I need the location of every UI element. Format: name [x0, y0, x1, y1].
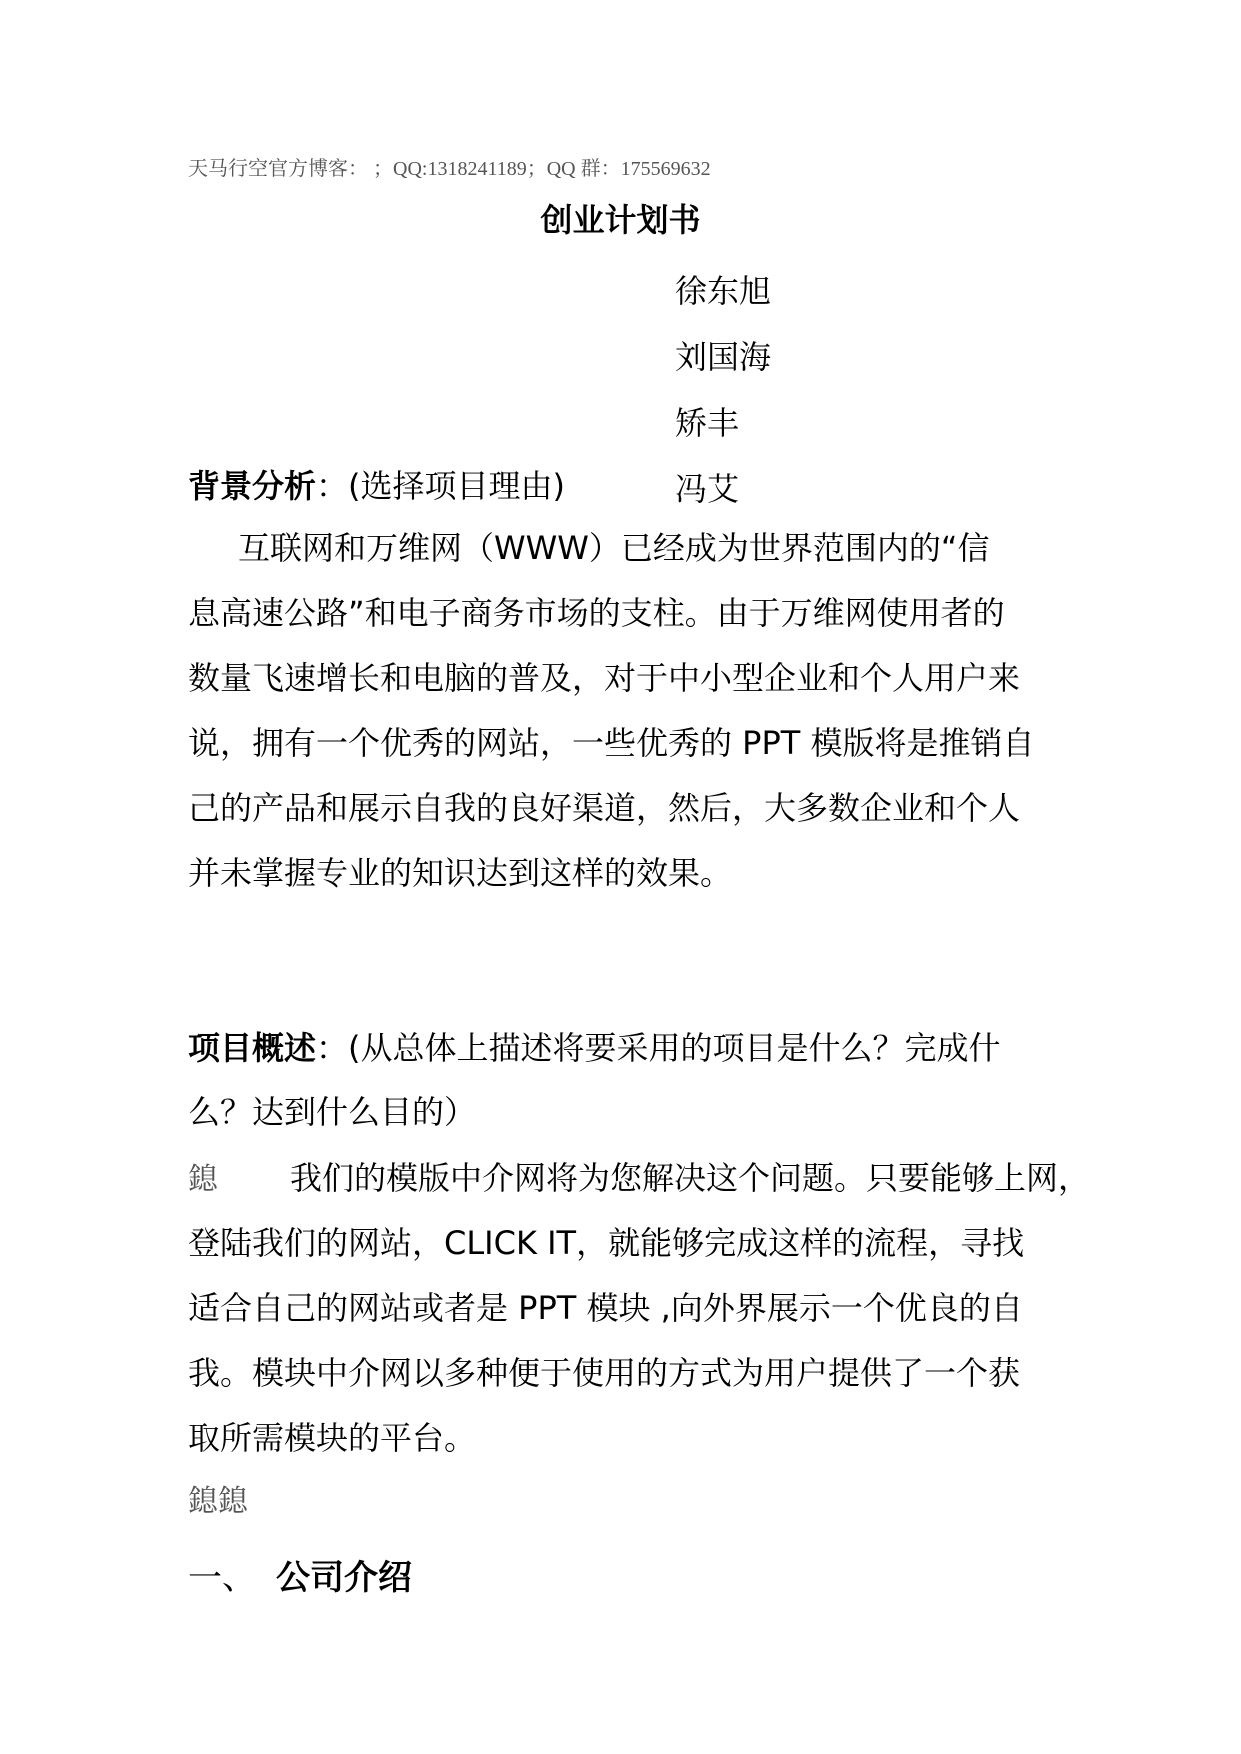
author-name: 冯艾: [675, 470, 740, 508]
paragraph-line: 并未掌握专业的知识达到这样的效果。: [188, 854, 733, 892]
garbled-glyph: 鎴: [188, 1162, 218, 1197]
chapter-title: 公司介绍: [276, 1558, 412, 1598]
background-heading: 背景分析: [188, 467, 317, 505]
overview-heading-note-continued: 么？达到什么目的）: [188, 1093, 477, 1131]
background-section-heading: [188, 454, 565, 518]
paragraph-line: 登陆我们的网站，CLICK IT，就能够完成这样的流程，寻找: [188, 1224, 1025, 1262]
page-header-contact: 天马行空官方博客： ；QQ:1318241189；QQ 群：175569632: [188, 158, 711, 180]
background-paragraph: [188, 516, 1068, 906]
overview-paragraph: [188, 1146, 1091, 1471]
paragraph-line: 取所需模块的平台。: [188, 1419, 477, 1457]
author-list: [675, 258, 771, 522]
paragraph-line: 我。模块中介网以多种便于使用的方式为用户提供了一个获: [188, 1354, 1021, 1392]
overview-section-heading: [188, 1016, 1001, 1080]
paragraph-line: 己的产品和展示自我的良好渠道，然后，大多数企业和个人: [188, 789, 1021, 827]
paragraph-line-text: 我们的模版中介网将为您解决这个问题。只要能够上网，: [290, 1159, 1091, 1197]
author-name: 徐东旭: [675, 272, 772, 310]
paragraph-first-line: [188, 1146, 1091, 1211]
paragraph-line: 息高速公路”和电子商务市场的支柱。由于万维网使用者的: [188, 594, 1005, 632]
overview-heading: 项目概述: [188, 1029, 317, 1067]
paragraph-line: 适合自己的网站或者是 PPT 模块 ,向外界展示一个优良的自: [188, 1289, 1023, 1327]
author-name: 刘国海: [675, 338, 772, 376]
garbled-glyph-line: 鎴鎴: [188, 1484, 248, 1519]
paragraph-line: 数量飞速增长和电脑的普及，对于中小型企业和个人用户来: [188, 659, 1021, 697]
author-name: 矫丰: [675, 404, 740, 442]
document-title: 创业计划书: [540, 201, 701, 239]
chapter-heading: [188, 1548, 412, 1608]
chapter-number: 一、: [188, 1558, 256, 1598]
paragraph-line: 互联网和万维网（WWW）已经成为世界范围内的“信: [238, 529, 990, 567]
background-heading-note: ：(选择项目理由): [316, 467, 565, 505]
paragraph-line: 说，拥有一个优秀的网站，一些优秀的 PPT 模版将是推销自: [188, 724, 1035, 762]
overview-heading-note: ：(从总体上描述将要采用的项目是什么？完成什: [316, 1029, 1001, 1067]
